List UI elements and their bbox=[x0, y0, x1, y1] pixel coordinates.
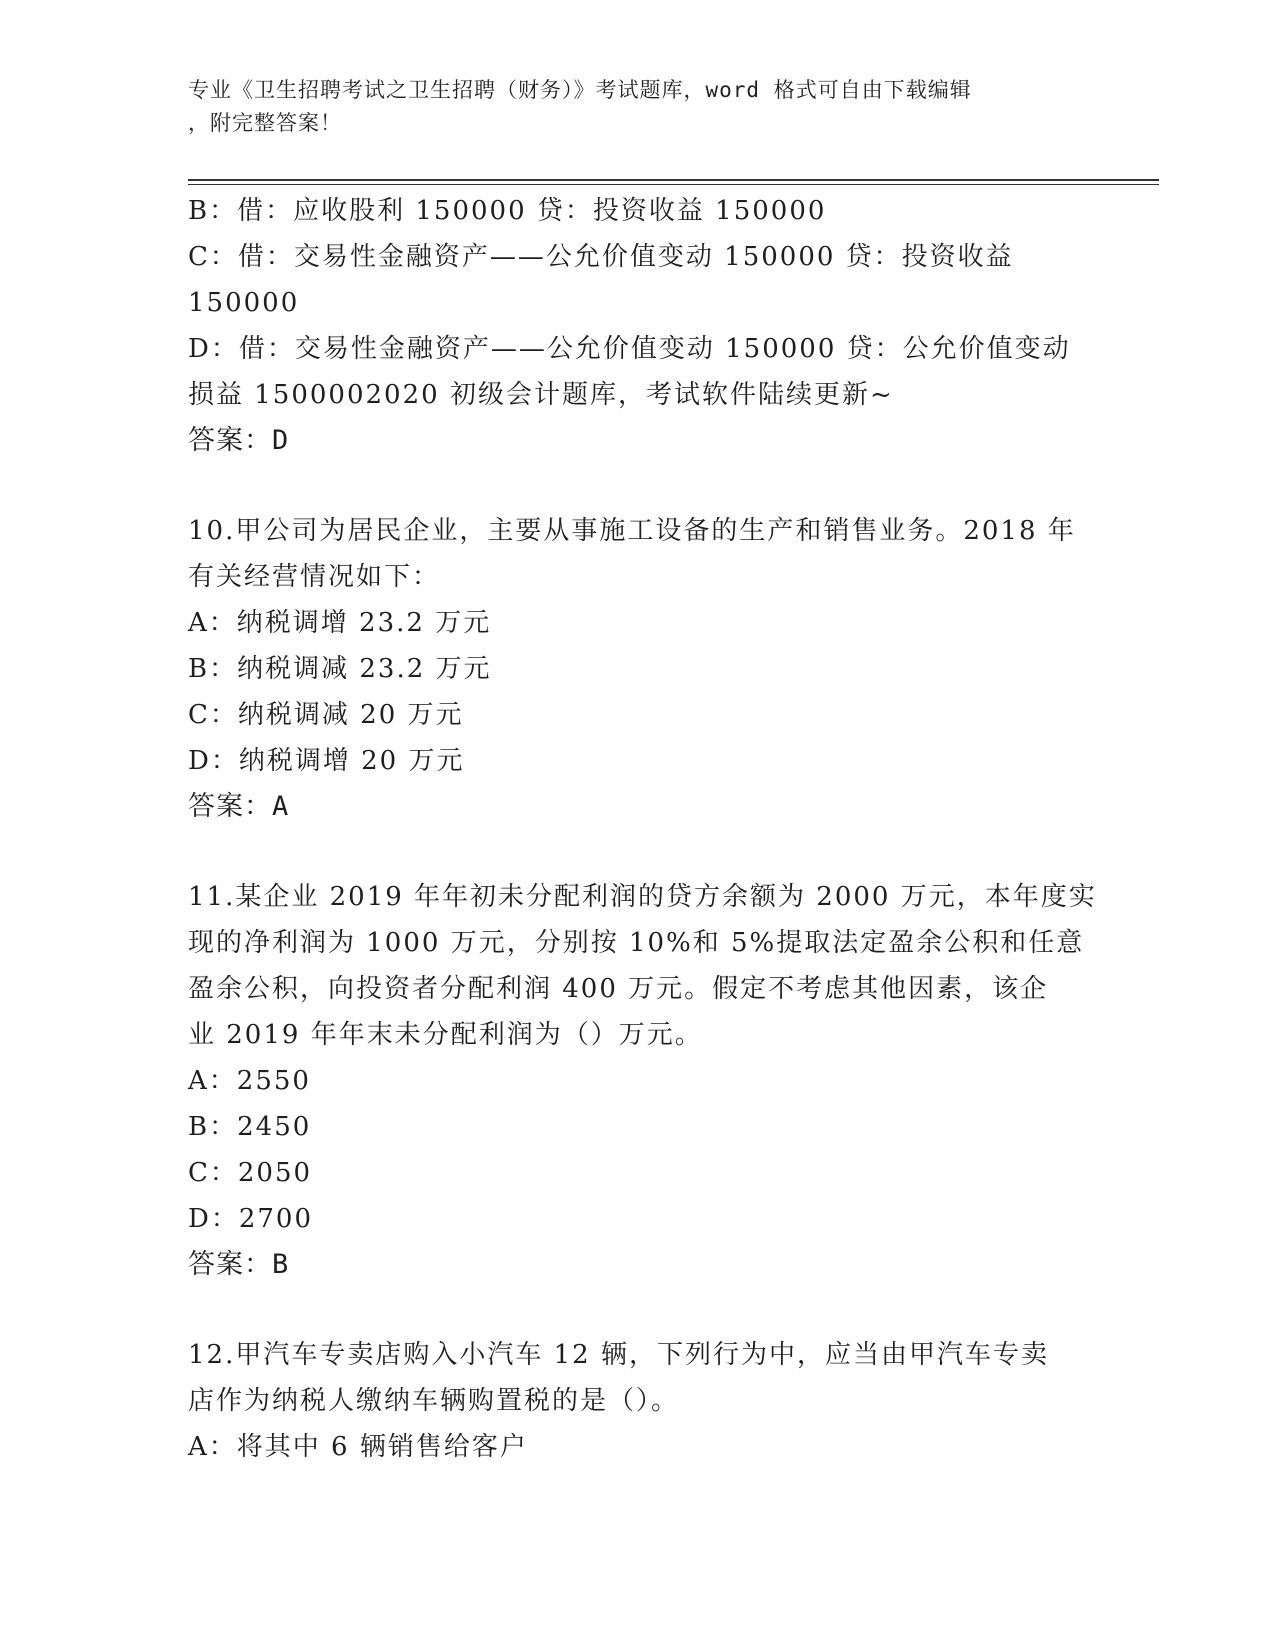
option-c: C：2050 bbox=[188, 1158, 313, 1188]
option-c: C：借：交易性金融资产——公允价值变动 150000 贷：投资收益 bbox=[188, 242, 1014, 272]
option-d: D：纳税调增 20 万元 bbox=[188, 746, 465, 776]
option-b: B：2450 bbox=[188, 1112, 312, 1142]
option-a: A：将其中 6 辆销售给客户 bbox=[188, 1432, 528, 1462]
answer-line: 答案：A bbox=[188, 791, 290, 822]
question-stem-continued: 盈余公积，向投资者分配利润 400 万元。假定不考虑其他因素，该企 bbox=[188, 974, 1049, 1004]
header-line-1: 专业《卫生招聘考试之卫生招聘（财务）》考试题库，word 格式可自由下载编辑 bbox=[188, 78, 972, 102]
spacer bbox=[188, 830, 1088, 874]
option-d-continued: 损益 1500002020 初级会计题库，考试软件陆续更新~ bbox=[188, 380, 894, 410]
page-header bbox=[188, 74, 1068, 140]
header-divider bbox=[188, 179, 1159, 185]
option-d: D：借：交易性金融资产——公允价值变动 150000 贷：公允价值变动 bbox=[188, 334, 1071, 364]
option-c-continued: 150000 bbox=[188, 288, 300, 318]
question-stem-continued: 现的净利润为 1000 万元，分别按 10%和 5%提取法定盈余公积和任意 bbox=[188, 928, 1085, 958]
spacer bbox=[188, 464, 1088, 508]
previous-question-block bbox=[188, 188, 1088, 464]
option-d: D：2700 bbox=[188, 1204, 314, 1234]
option-a: A：2550 bbox=[188, 1066, 311, 1096]
option-a: A：纳税调增 23.2 万元 bbox=[188, 608, 492, 638]
option-b: B：借：应收股利 150000 贷：投资收益 150000 bbox=[188, 196, 827, 226]
question-stem: 11.某企业 2019 年年初未分配利润的贷方余额为 2000 万元，本年度实 bbox=[188, 882, 1097, 912]
answer-line: 答案：D bbox=[188, 425, 290, 456]
question-10-block bbox=[188, 508, 1088, 830]
option-b: B：纳税调减 23.2 万元 bbox=[188, 654, 492, 684]
question-content bbox=[188, 188, 1097, 1470]
question-stem: 10.甲公司为居民企业，主要从事施工设备的生产和销售业务。2018 年 bbox=[188, 516, 1076, 546]
question-11-block bbox=[188, 874, 1097, 1288]
header-line-2: ，附完整答案！ bbox=[188, 111, 342, 135]
question-stem-continued: 业 2019 年年末未分配利润为（）万元。 bbox=[188, 1020, 703, 1050]
question-12-block bbox=[188, 1332, 1088, 1470]
spacer bbox=[188, 1288, 1088, 1332]
question-stem: 12.甲汽车专卖店购入小汽车 12 辆，下列行为中，应当由甲汽车专卖 bbox=[188, 1340, 1049, 1370]
question-stem-continued: 店作为纳税人缴纳车辆购置税的是（）。 bbox=[188, 1386, 680, 1416]
question-stem-continued: 有关经营情况如下： bbox=[188, 562, 441, 592]
option-c: C：纳税调减 20 万元 bbox=[188, 700, 464, 730]
answer-line: 答案：B bbox=[188, 1249, 290, 1280]
